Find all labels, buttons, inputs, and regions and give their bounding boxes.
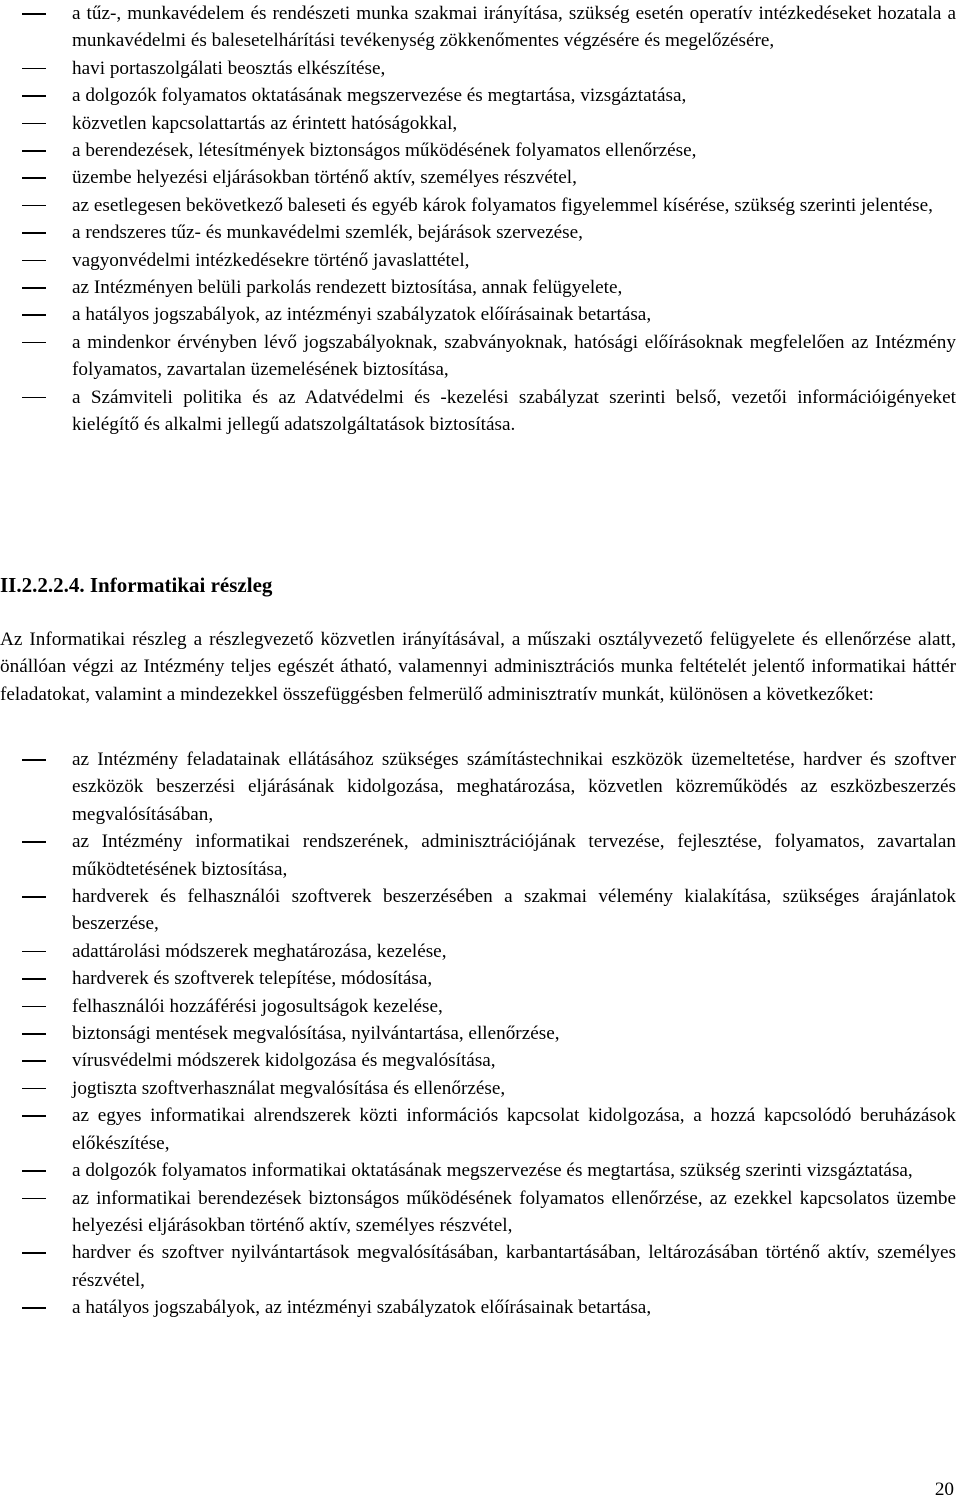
list-item: [0, 965, 960, 992]
list-item: [0, 938, 960, 965]
it-tasks-list: [0, 746, 960, 1322]
list-item-text: biztonsági mentések megvalósítása, nyilvántartása, ellenőrzése,: [72, 1023, 560, 1045]
list-item: [0, 192, 960, 219]
list-item: [0, 883, 960, 938]
dash-bullet-icon: [22, 150, 46, 152]
responsibilities-list-top: [0, 0, 960, 439]
dash-bullet-icon: [22, 397, 46, 399]
list-item: [0, 993, 960, 1020]
list-item-text: vírusvédelmi módszerek kidolgozása és megvalósítása,: [72, 1050, 496, 1072]
dash-bullet-icon: [22, 841, 46, 843]
list-item: [0, 1294, 960, 1321]
dash-bullet-icon: [22, 287, 46, 289]
list-item-text: jogtiszta szoftverhasználat megvalósítása és ellenőrzése,: [72, 1077, 506, 1099]
list-item-text: az informatikai berendezések biztonságos működésének folyamatos ellenőrzése, az ezekkel kapcsolatos üzembe helyezési eljárásokban történő aktív, személyes részvétel,: [72, 1187, 956, 1236]
list-item: [0, 329, 960, 384]
dash-bullet-icon: [22, 177, 46, 179]
dash-bullet-icon: [22, 1033, 46, 1035]
dash-bullet-icon: [22, 759, 46, 761]
list-item-text: hardver és szoftver nyilvántartások megvalósításában, karbantartásában, leltározásában történő aktív, személyes részvétel,: [72, 1242, 956, 1291]
list-item-text: közvetlen kapcsolattartás az érintett hatóságokkal,: [72, 112, 458, 134]
list-item: [0, 1047, 960, 1074]
dash-bullet-icon: [22, 1252, 46, 1254]
dash-bullet-icon: [22, 1198, 46, 1200]
dash-bullet-icon: [22, 1060, 46, 1062]
list-item-text: a hatályos jogszabályok, az intézményi szabályzatok előírásainak betartása,: [72, 304, 652, 326]
dash-bullet-icon: [22, 232, 46, 234]
dash-bullet-icon: [22, 13, 46, 15]
list-item: [0, 1157, 960, 1184]
dash-bullet-icon: [22, 314, 46, 316]
dash-bullet-icon: [22, 1115, 46, 1117]
list-item: [0, 1102, 960, 1157]
dash-bullet-icon: [22, 123, 46, 125]
list-item-text: a rendszeres tűz- és munkavédelmi szemlék, bejárások szervezése,: [72, 222, 583, 244]
list-item-text: az Intézmény feladatainak ellátásához szükséges számítástechnikai eszközök üzemeltetése, hardver és szoftver eszközök beszerzési eljárásának kidolgozása, meghatározása, közvetlen közreműködés az eszközbeszerzés megvalósításában,: [72, 749, 956, 825]
intro-paragraph: Az Informatikai részleg a részlegvezető közvetlen irányításával, a műszaki osztályvezető felügyelete és ellenőrzése alatt, önállóan végzi az Intézmény teljes egészét átható, valamennyi adminisztrációs munka feltételét jelentő informatikai háttér feladatokat, valamint a mindezekkel összefüggésben felmerülő adminisztratív munkát, különösen a következőket:: [0, 629, 956, 705]
dash-bullet-icon: [22, 1006, 46, 1008]
list-item-text: az esetlegesen bekövetkező baleseti és egyéb károk folyamatos figyelemmel kísérése, szükség szerinti jelentése,: [72, 194, 933, 216]
list-item-text: a tűz-, munkavédelem és rendészeti munka szakmai irányítása, szükség esetén operatív intézkedéseket hozatala a munkavédelmi és balesetelhárítási tevékenység zökkenőmentes végzésére és megelőzésére,: [72, 3, 956, 52]
dash-bullet-icon: [22, 342, 46, 344]
list-item-text: az Intézményen belüli parkolás rendezett biztosítása, annak felügyelete,: [72, 277, 623, 299]
dash-bullet-icon: [22, 896, 46, 898]
list-item: [0, 1185, 960, 1240]
list-item: [0, 0, 960, 55]
section-heading: II.2.2.2.4. Informatikai részleg: [0, 573, 273, 597]
list-item-text: a dolgozók folyamatos oktatásának megszervezése és megtartása, vizsgáztatása,: [72, 85, 687, 107]
list-item-text: üzembe helyezési eljárásokban történő aktív, személyes részvétel,: [72, 167, 577, 189]
list-item-text: hardverek és szoftverek telepítése, módosítása,: [72, 968, 433, 990]
list-item: [0, 1075, 960, 1102]
list-item: [0, 55, 960, 82]
list-item-text: hardverek és felhasználói szoftverek beszerzésében a szakmai vélemény kialakítása, szükséges árajánlatok beszerzése,: [72, 886, 956, 935]
list-item: [0, 384, 960, 439]
list-item: [0, 828, 960, 883]
page-number: 20: [934, 1479, 954, 1500]
list-item-text: a hatályos jogszabályok, az intézményi szabályzatok előírásainak betartása,: [72, 1297, 652, 1319]
list-item-text: vagyonvédelmi intézkedésekre történő javaslattétel,: [72, 249, 470, 271]
list-item: [0, 746, 960, 828]
dash-bullet-icon: [22, 205, 46, 207]
list-item-text: az egyes informatikai alrendszerek közti információs kapcsolat kidolgozása, a hozzá kapcsolódó beruházások előkészítése,: [72, 1105, 956, 1154]
list-item: [0, 137, 960, 164]
list-item-text: a berendezések, létesítmények biztonságos működésének folyamatos ellenőrzése,: [72, 140, 697, 162]
list-item-text: az Intézmény informatikai rendszerének, adminisztrációjának tervezése, fejlesztése, folyamatos, zavartalan működtetésének biztosítása,: [72, 831, 956, 880]
dash-bullet-icon: [22, 68, 46, 70]
list-item: [0, 301, 960, 328]
list-item: [0, 1020, 960, 1047]
list-item: [0, 1239, 960, 1294]
list-item-text: a mindenkor érvényben lévő jogszabályoknak, szabványoknak, hatósági előírásoknak megfelelően az Intézmény folyamatos, zavartalan üzemelésének biztosítása,: [72, 331, 956, 381]
list-item-text: adattárolási módszerek meghatározása, kezelése,: [72, 940, 447, 962]
list-item-text: felhasználói hozzáférési jogosultságok kezelése,: [72, 995, 443, 1017]
dash-bullet-icon: [22, 95, 46, 97]
dash-bullet-icon: [22, 1307, 46, 1309]
dash-bullet-icon: [22, 1088, 46, 1090]
list-item: [0, 82, 960, 109]
list-item: [0, 247, 960, 274]
dash-bullet-icon: [22, 951, 46, 953]
list-item-text: a Számviteli politika és az Adatvédelmi és -kezelési szabályzat szerinti belső, vezetői információigényeket kielégítő és alkalmi jellegű adatszolgáltatások biztosítása.: [72, 386, 956, 436]
list-item: [0, 110, 960, 137]
dash-bullet-icon: [22, 260, 46, 262]
dash-bullet-icon: [22, 1170, 46, 1172]
list-item: [0, 274, 960, 301]
dash-bullet-icon: [22, 978, 46, 980]
list-item: [0, 164, 960, 191]
list-item: [0, 219, 960, 246]
list-item-text: a dolgozók folyamatos informatikai oktatásának megszervezése és megtartása, szükség szerinti vizsgáztatása,: [72, 1160, 913, 1182]
list-item-text: havi portaszolgálati beosztás elkészítése,: [72, 57, 386, 79]
